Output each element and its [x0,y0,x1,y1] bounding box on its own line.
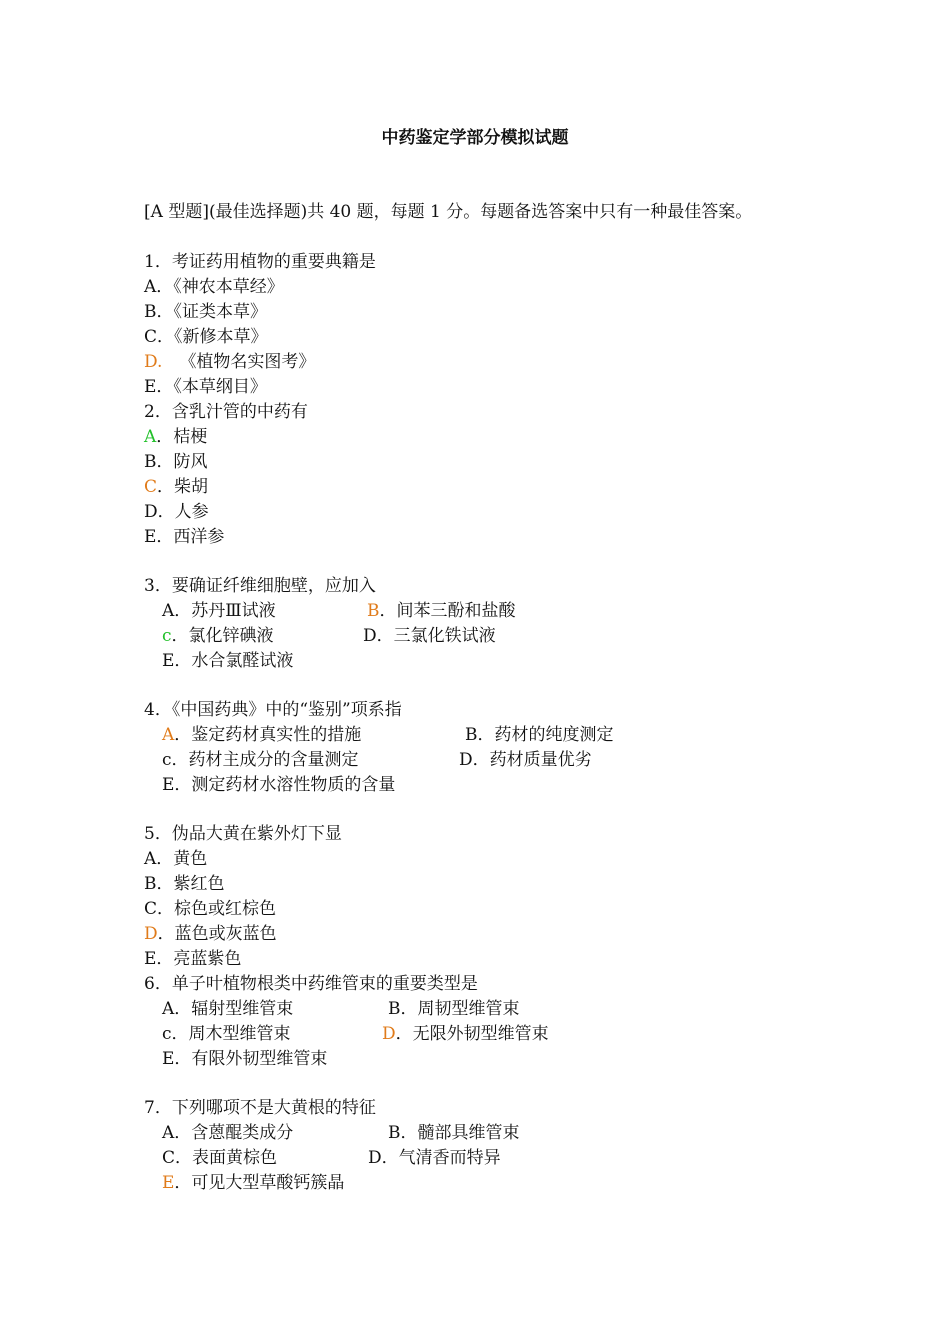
question-1-option-d [144,350,315,374]
option-letter: C [144,327,158,347]
option-text: ．药材质量优劣 [472,750,592,770]
question-5-option-a [144,847,207,871]
question-6-option-e [162,1047,327,1071]
option-letter: E [162,775,175,795]
question-3-option-a [162,599,276,623]
option-text: ．人参 [157,502,209,522]
question-2-option-b [144,450,208,474]
option-letter: B [465,725,478,745]
option-letter: A [162,999,175,1019]
question-4-stem: 4．《中国药典》中的“鉴别”项系指 [144,700,402,720]
question-7-option-d [368,1146,501,1170]
option-text: ．辐射型维管束 [174,999,294,1019]
option-letter: E [144,949,157,969]
option-text: ．髓部具维管束 [400,1123,520,1143]
option-text: ．可见大型草酸钙簇晶 [174,1173,345,1193]
answer-letter: B [367,601,380,621]
question-1-option-b [144,300,267,324]
option-text: ．氯化锌碘液 [171,626,274,646]
option-text: ．柴胡 [157,477,209,497]
question-1-stem: 1．考证药用植物的重要典籍是 [144,252,376,272]
question-3-option-d [363,624,496,648]
answer-letter: C [144,477,158,497]
question-4-option-e [162,773,395,797]
question-3-option-b [367,599,516,623]
option-text: ．有限外韧型维管束 [174,1049,328,1069]
question-3-option-c [162,624,274,648]
question-5-option-b [144,872,225,896]
option-letter: C [144,899,158,919]
document-title: 中药鉴定学部分模拟试题 [381,128,569,148]
question-4-option-b [465,723,614,747]
option-letter: c [162,750,172,770]
question-6-option-b [388,997,520,1021]
option-text: ．鉴定药材真实性的措施 [174,725,362,745]
option-letter: D [368,1148,382,1168]
question-2-option-a [144,425,207,449]
option-letter: B [388,1123,401,1143]
question-5-option-c [144,897,276,921]
question-1-option-c [144,325,268,349]
question-6-stem: 6．单子叶植物根类中药维管束的重要类型是 [144,974,478,994]
option-text: ．三氯化铁试液 [376,626,496,646]
answer-letter: D [382,1024,396,1044]
option-text: ．黄色 [156,849,208,869]
option-text: ．《证类本草》 [156,302,267,322]
option-text: ．表面黄棕色 [175,1148,278,1168]
option-text: ．药材的纯度测定 [477,725,614,745]
option-letter: c [162,1024,172,1044]
option-text: ．无限外韧型维管束 [395,1024,549,1044]
option-letter: B [144,452,157,472]
option-letter: C [162,1148,176,1168]
instruction-text: [A 型题](最佳选择题)共 40 题，每题 1 分。每题备选答案中只有一种最佳答案。 [144,202,753,222]
option-text: ．桔梗 [156,427,208,447]
option-text: ．《新修本草》 [157,327,268,347]
question-3-option-e [162,649,293,673]
option-letter: D [144,502,158,522]
option-letter: B [144,302,157,322]
option-text: ．棕色或红棕色 [157,899,277,919]
question-4-option-a [162,723,361,747]
option-letter: A [162,601,175,621]
option-letter: D [363,626,377,646]
answer-letter: c [162,626,172,646]
option-text: ．药材主成分的含量测定 [171,750,359,770]
option-letter: E [162,651,175,671]
option-letter: B [388,999,401,1019]
option-text: ．《神农本草经》 [156,277,284,297]
question-2-stem: 2．含乳汁管的中药有 [144,402,308,422]
question-2-option-e [144,525,224,549]
option-text: ．防风 [156,452,208,472]
option-text: ．亮蓝紫色 [156,949,242,969]
answer-letter: D [144,924,158,944]
option-text: ．《本草纲目》 [156,377,267,397]
answer-letter: D. [144,352,163,372]
question-6-option-d [382,1022,549,1046]
option-text: 《植物名实图考》 [179,352,316,372]
question-2-option-c [144,475,208,499]
option-text: ．紫红色 [156,874,225,894]
option-letter: A [144,849,157,869]
answer-letter: A [162,725,175,745]
question-7-option-a [162,1121,293,1145]
answer-letter: A [144,427,157,447]
question-7-option-e [162,1171,344,1195]
answer-letter: E [162,1173,175,1193]
question-1-option-e [144,375,267,399]
question-1-option-a [144,275,284,299]
question-7-option-b [388,1121,520,1145]
option-text: ．间苯三酚和盐酸 [379,601,516,621]
question-4-option-c [162,748,359,772]
option-letter: E [144,527,157,547]
question-7-option-c [162,1146,277,1170]
option-text: ．水合氯醛试液 [174,651,294,671]
option-letter: E [144,377,157,397]
option-text: ．测定药材水溶性物质的含量 [174,775,396,795]
question-3-stem: 3．要确证纤维细胞壁，应加入 [144,576,376,596]
option-letter: A [144,277,157,297]
question-6-option-c [162,1022,291,1046]
option-text: ．气清香而特异 [381,1148,501,1168]
question-5-option-d [144,922,277,946]
option-letter: A [162,1123,175,1143]
option-text: ．含蒽醌类成分 [174,1123,294,1143]
option-text: ．苏丹Ⅲ试液 [174,601,276,621]
option-text: ．西洋参 [156,527,225,547]
question-7-stem: 7．下列哪项不是大黄根的特征 [144,1098,376,1118]
question-2-option-d [144,500,209,524]
option-letter: B [144,874,157,894]
question-6-option-a [162,997,293,1021]
question-5-option-e [144,947,241,971]
option-text: ．周木型维管束 [171,1024,291,1044]
option-text: ．蓝色或灰蓝色 [157,924,277,944]
option-letter: E [162,1049,175,1069]
question-4-option-d [459,748,592,772]
option-letter: D [459,750,473,770]
option-text: ．周韧型维管束 [400,999,520,1019]
question-5-stem: 5．伪品大黄在紫外灯下显 [144,824,342,844]
